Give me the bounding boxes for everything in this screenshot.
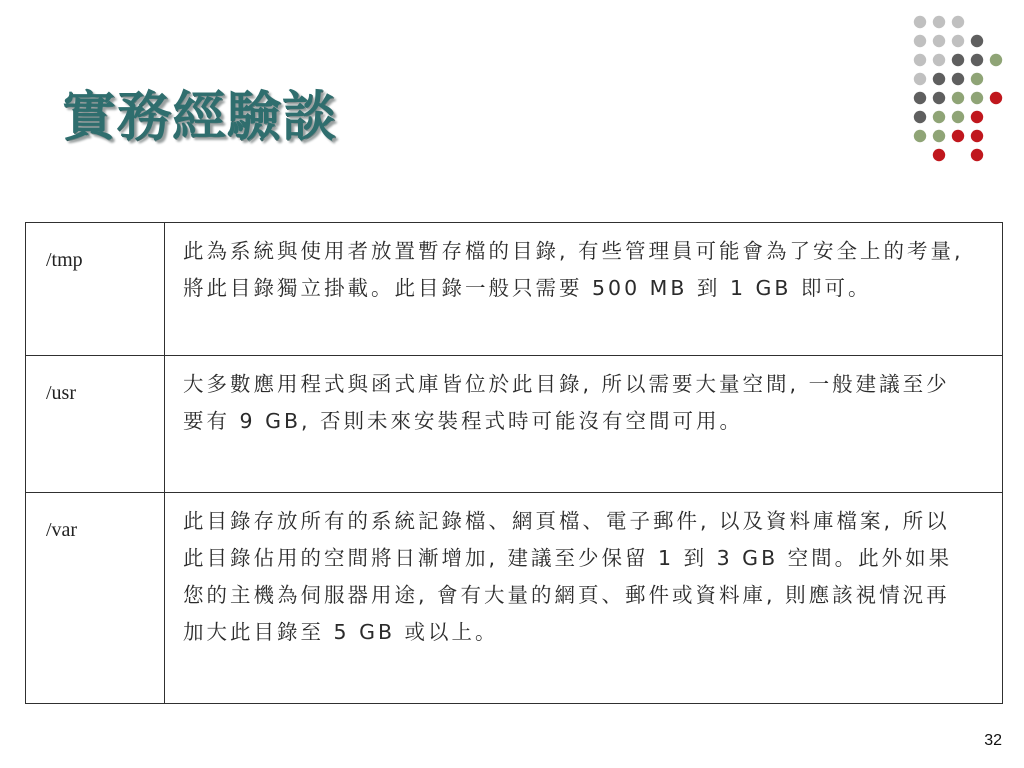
table-row [26, 223, 1003, 356]
directory-path: /tmp [26, 223, 165, 356]
decorative-dot [933, 54, 945, 66]
decorative-dot [933, 149, 945, 161]
decorative-dot [914, 16, 926, 28]
table-row [26, 356, 1003, 493]
decorative-dot [952, 92, 964, 104]
decorative-dot [952, 73, 964, 85]
decorative-dot [914, 54, 926, 66]
decorative-dot [933, 111, 945, 123]
decorative-dot [971, 92, 983, 104]
slide-title: 實務經驗談 [62, 84, 337, 148]
decorative-dot [914, 35, 926, 47]
page-number: 32 [984, 732, 1002, 749]
decorative-dot [952, 54, 964, 66]
directory-description: 此為系統與使用者放置暫存檔的目錄, 有些管理員可能會為了安全上的考量, 將此目錄獨立掛載。此目錄一般只需要 500 MB 到 1 GB 即可。 [165, 223, 1003, 356]
decorative-dot [933, 16, 945, 28]
decorative-dot [952, 35, 964, 47]
directory-path: /var [26, 493, 165, 704]
directory-path: /usr [26, 356, 165, 493]
decorative-dot [971, 149, 983, 161]
decorative-dot [990, 54, 1002, 66]
decorative-dot [933, 130, 945, 142]
decorative-dot [914, 130, 926, 142]
table-row [26, 493, 1003, 704]
decorative-dot [952, 130, 964, 142]
decorative-dot [971, 73, 983, 85]
directory-description: 大多數應用程式與函式庫皆位於此目錄, 所以需要大量空間, 一般建議至少要有 9 GB, 否則未來安裝程式時可能沒有空間可用。 [165, 356, 1003, 493]
decorative-dot [933, 92, 945, 104]
decorative-dot [952, 111, 964, 123]
decorative-dot [971, 130, 983, 142]
decorative-dot [971, 54, 983, 66]
directory-description: 此目錄存放所有的系統記錄檔、網頁檔、電子郵件, 以及資料庫檔案, 所以此目錄佔用的空間將日漸增加, 建議至少保留 1 到 3 GB 空間。此外如果您的主機為伺服器用途, 會有大量的網頁、郵件或資料庫, 則應該視情況再加大此目錄至 5 GB 或以上。 [165, 493, 1003, 704]
decorative-dot [933, 35, 945, 47]
decorative-dot [914, 73, 926, 85]
decorative-dot [971, 111, 983, 123]
decorative-dot [933, 73, 945, 85]
directory-table [25, 222, 1003, 704]
decorative-dot [914, 111, 926, 123]
decorative-dot [971, 35, 983, 47]
decorative-dot [990, 92, 1002, 104]
decorative-dot [914, 92, 926, 104]
decorative-dot [952, 16, 964, 28]
